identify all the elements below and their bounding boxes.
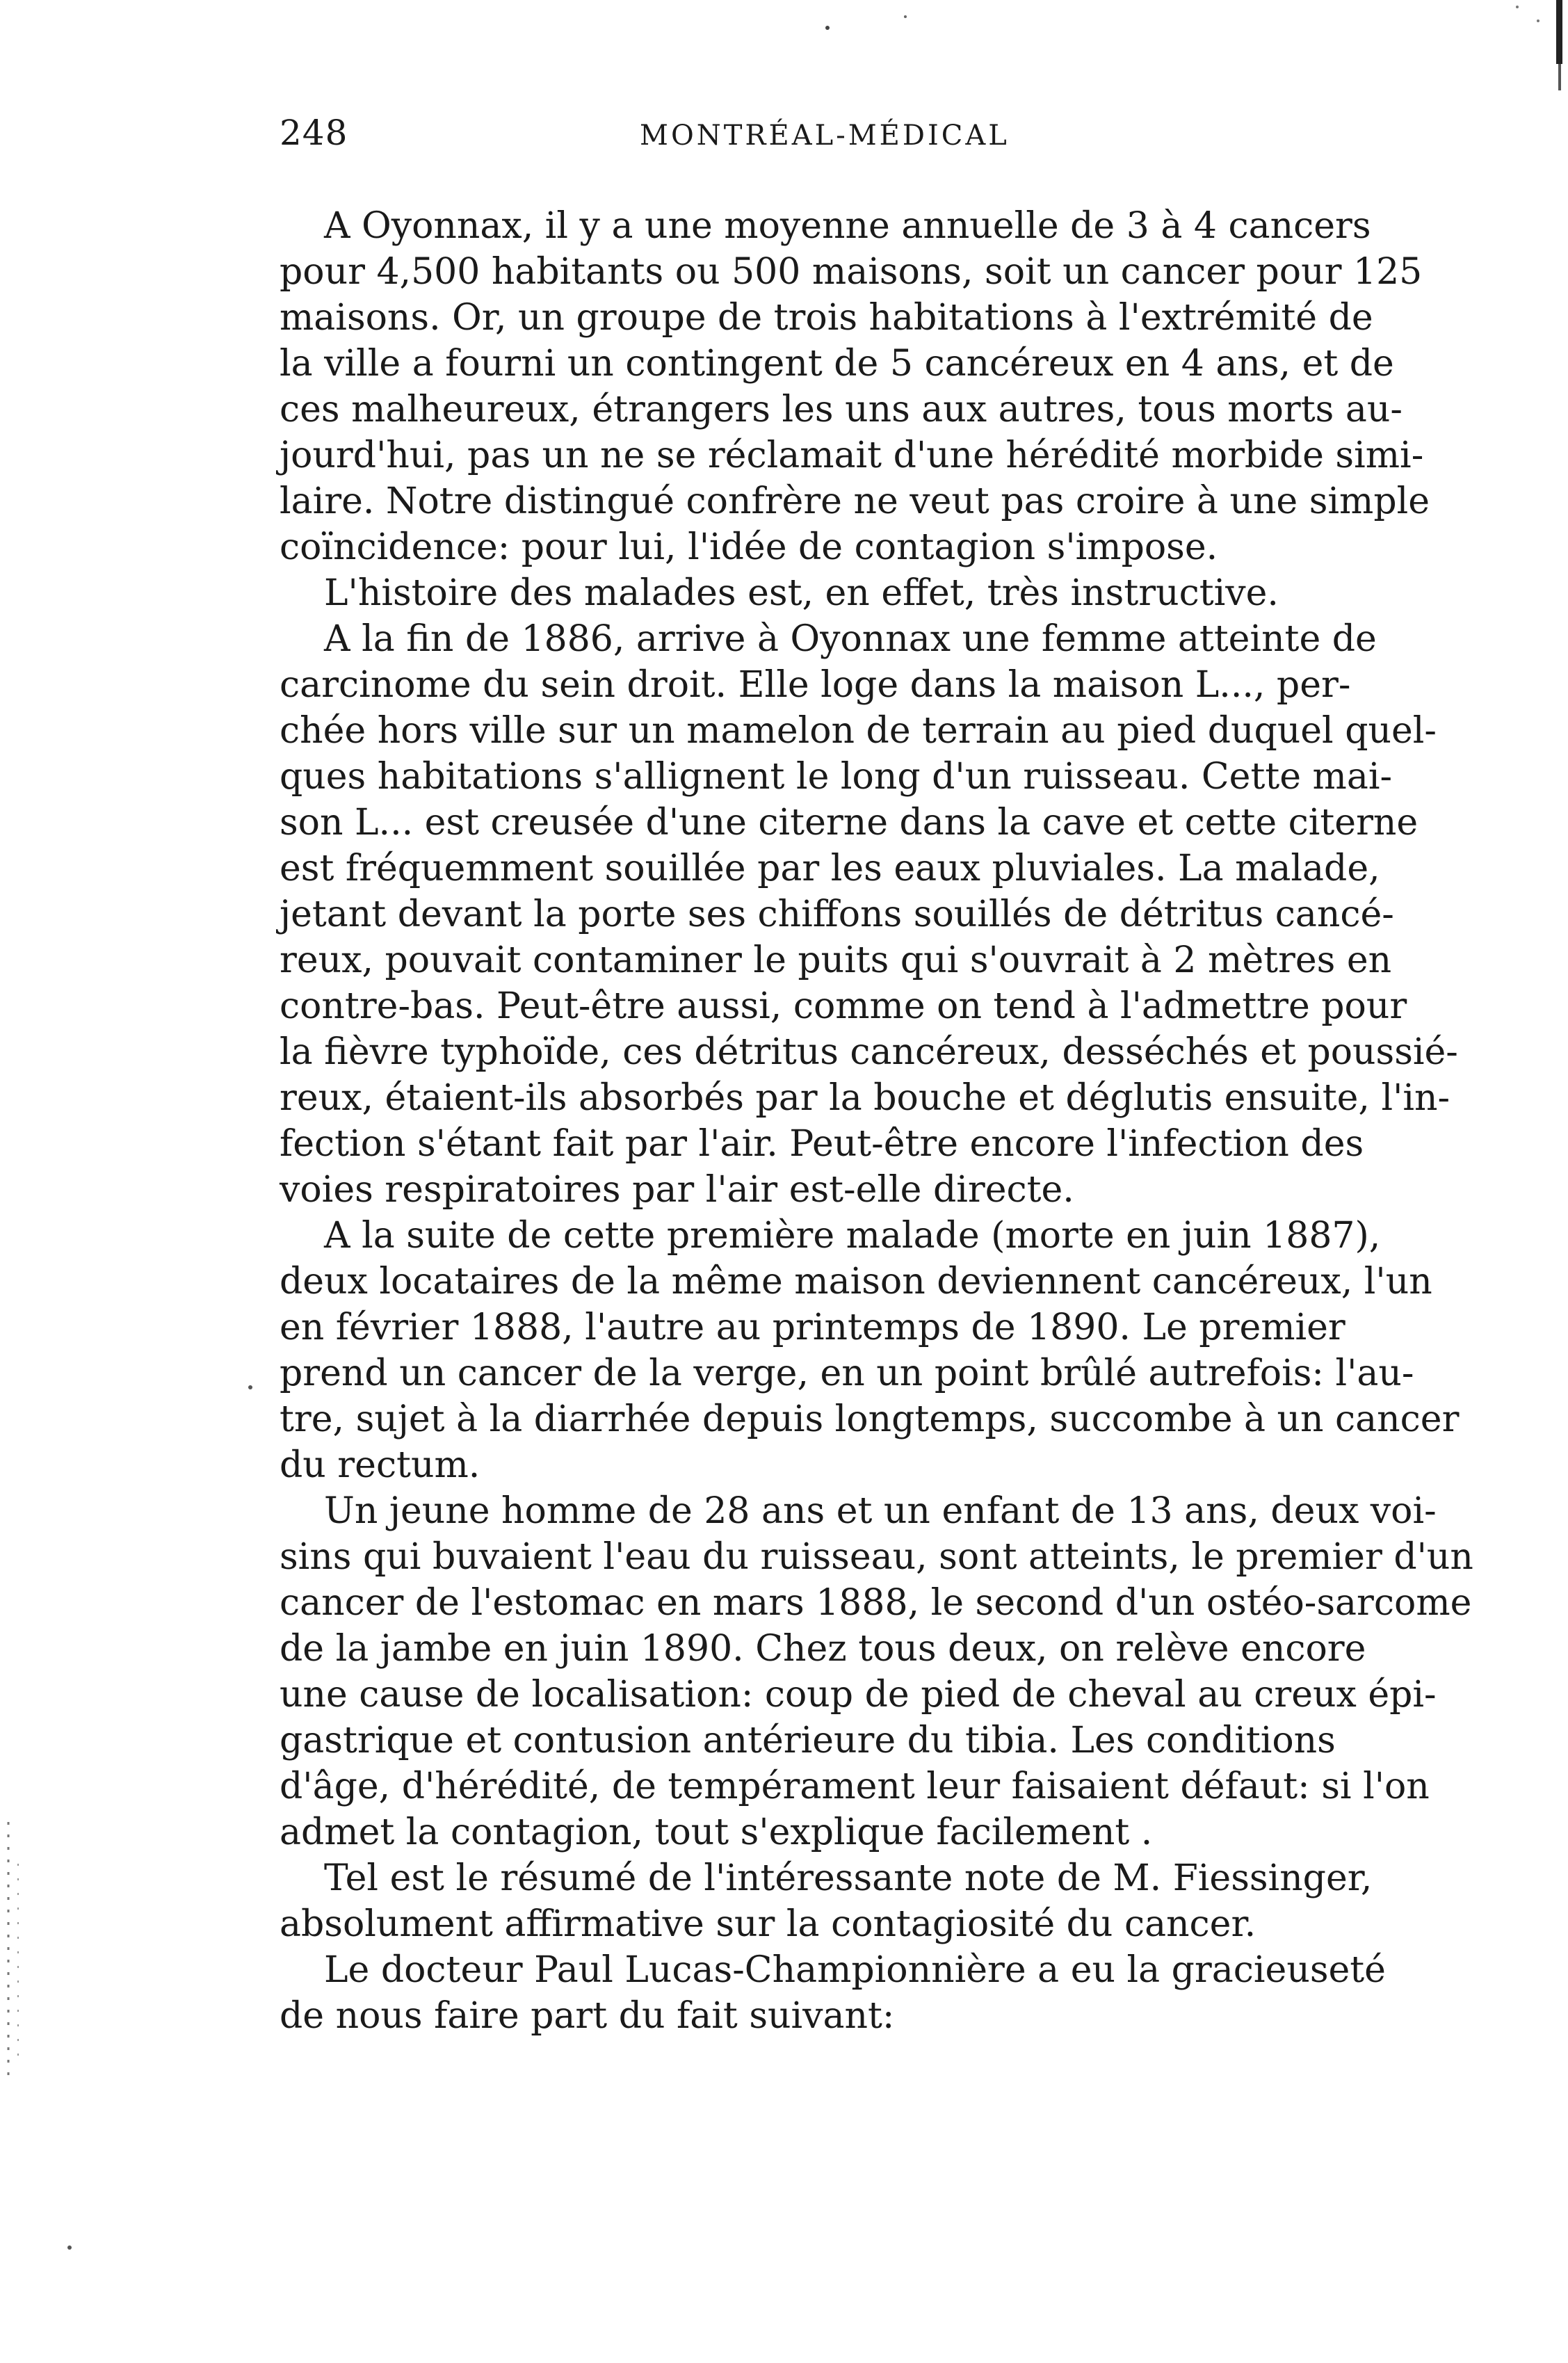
text-line: A la fin de 1886, arrive à Oyonnax une femme atteinte de bbox=[324, 618, 1377, 660]
scan-edge-mark bbox=[1558, 64, 1561, 90]
text-line: une cause de localisation: coup de pied de cheval au creux épi- bbox=[280, 1674, 1437, 1716]
scan-speck bbox=[825, 26, 830, 30]
text-line: laire. Notre distingué confrère ne veut pas croire à une simple bbox=[280, 481, 1430, 522]
text-line: jetant devant la porte ses chiffons souillés de détritus cancé- bbox=[280, 894, 1394, 935]
running-title: MONTRÉAL-MÉDICAL bbox=[640, 120, 1010, 152]
text-line: deux locataires de la même maison deviennent cancéreux, l'un bbox=[280, 1261, 1432, 1303]
text-line: chée hors ville sur un mamelon de terrain au pied duquel quel- bbox=[280, 710, 1437, 752]
text-line: maisons. Or, un groupe de trois habitations à l'extrémité de bbox=[280, 297, 1373, 339]
text-line: Le docteur Paul Lucas-Championnière a eu la gracieuseté bbox=[324, 1949, 1386, 1991]
scan-edge-mark bbox=[1556, 0, 1562, 64]
text-line: fection s'étant fait par l'air. Peut-être encore l'infection des bbox=[280, 1123, 1364, 1165]
text-line: la fièvre typhoïde, ces détritus cancéreux, desséchés et poussié- bbox=[280, 1031, 1458, 1073]
text-line: admet la contagion, tout s'explique facilement . bbox=[280, 1812, 1153, 1853]
text-line: d'âge, d'hérédité, de tempérament leur faisaient défaut: si l'on bbox=[280, 1766, 1430, 1807]
text-line: de nous faire part du fait suivant: bbox=[280, 1995, 895, 2037]
text-line: A Oyonnax, il y a une moyenne annuelle de 3 à 4 cancers bbox=[324, 205, 1371, 247]
text-line: L'histoire des malades est, en effet, très instructive. bbox=[324, 572, 1279, 614]
text-line: gastrique et contusion antérieure du tibia. Les conditions bbox=[280, 1720, 1336, 1761]
scan-speck bbox=[1537, 19, 1539, 22]
text-line: absolument affirmative sur la contagiosité du cancer. bbox=[280, 1903, 1256, 1945]
scan-speck bbox=[67, 2245, 72, 2250]
text-line: reux, étaient-ils absorbés par la bouche et déglutis ensuite, l'in- bbox=[280, 1077, 1450, 1119]
text-line: prend un cancer de la verge, en un point brûlé autrefois: l'au- bbox=[280, 1353, 1414, 1394]
text-line: Tel est le résumé de l'intéressante note de M. Fiessinger, bbox=[324, 1857, 1373, 1899]
text-line: sins qui buvaient l'eau du ruisseau, sont atteints, le premier d'un bbox=[280, 1536, 1473, 1578]
text-line: de la jambe en juin 1890. Chez tous deux, on relève encore bbox=[280, 1628, 1366, 1670]
text-line: contre-bas. Peut-être aussi, comme on tend à l'admettre pour bbox=[280, 985, 1407, 1027]
scan-speck bbox=[1516, 6, 1519, 8]
page-header bbox=[280, 113, 1260, 161]
text-line: pour 4,500 habitants ou 500 maisons, soit un cancer pour 125 bbox=[280, 251, 1423, 293]
text-line: en février 1888, l'autre au printemps de 1890. Le premier bbox=[280, 1307, 1345, 1348]
body-text bbox=[280, 203, 1473, 2039]
text-line: ces malheureux, étrangers les uns aux autres, tous morts au- bbox=[280, 389, 1403, 430]
text-line: la ville a fourni un contingent de 5 cancéreux en 4 ans, et de bbox=[280, 343, 1394, 385]
scan-speck bbox=[904, 15, 907, 18]
text-line: voies respiratoires par l'air est-elle directe. bbox=[280, 1169, 1074, 1211]
text-line: reux, pouvait contaminer le puits qui s'ouvrait à 2 mètres en bbox=[280, 939, 1392, 981]
text-line: tre, sujet à la diarrhée depuis longtemps, succombe à un cancer bbox=[280, 1398, 1460, 1440]
text-line: coïncidence: pour lui, l'idée de contagion s'impose. bbox=[280, 526, 1218, 568]
text-line: A la suite de cette première malade (morte en juin 1887), bbox=[324, 1215, 1381, 1257]
text-line: est fréquemment souillée par les eaux pluviales. La malade, bbox=[280, 848, 1380, 889]
page-number: 248 bbox=[280, 113, 348, 153]
text-line: carcinome du sein droit. Elle loge dans la maison L..., per- bbox=[280, 664, 1351, 706]
text-line: son L... est creusée d'une citerne dans la cave et cette citerne bbox=[280, 802, 1419, 844]
text-line: jourd'hui, pas un ne se réclamait d'une hérédité morbide simi- bbox=[280, 435, 1424, 476]
text-line: ques habitations s'allignent le long d'un ruisseau. Cette mai- bbox=[280, 756, 1393, 798]
scan-speck bbox=[248, 1385, 252, 1389]
text-line: cancer de l'estomac en mars 1888, le second d'un ostéo-sarcome bbox=[280, 1582, 1472, 1624]
text-line: du rectum. bbox=[280, 1444, 480, 1486]
text-line: Un jeune homme de 28 ans et un enfant de 13 ans, deux voi- bbox=[324, 1490, 1437, 1532]
